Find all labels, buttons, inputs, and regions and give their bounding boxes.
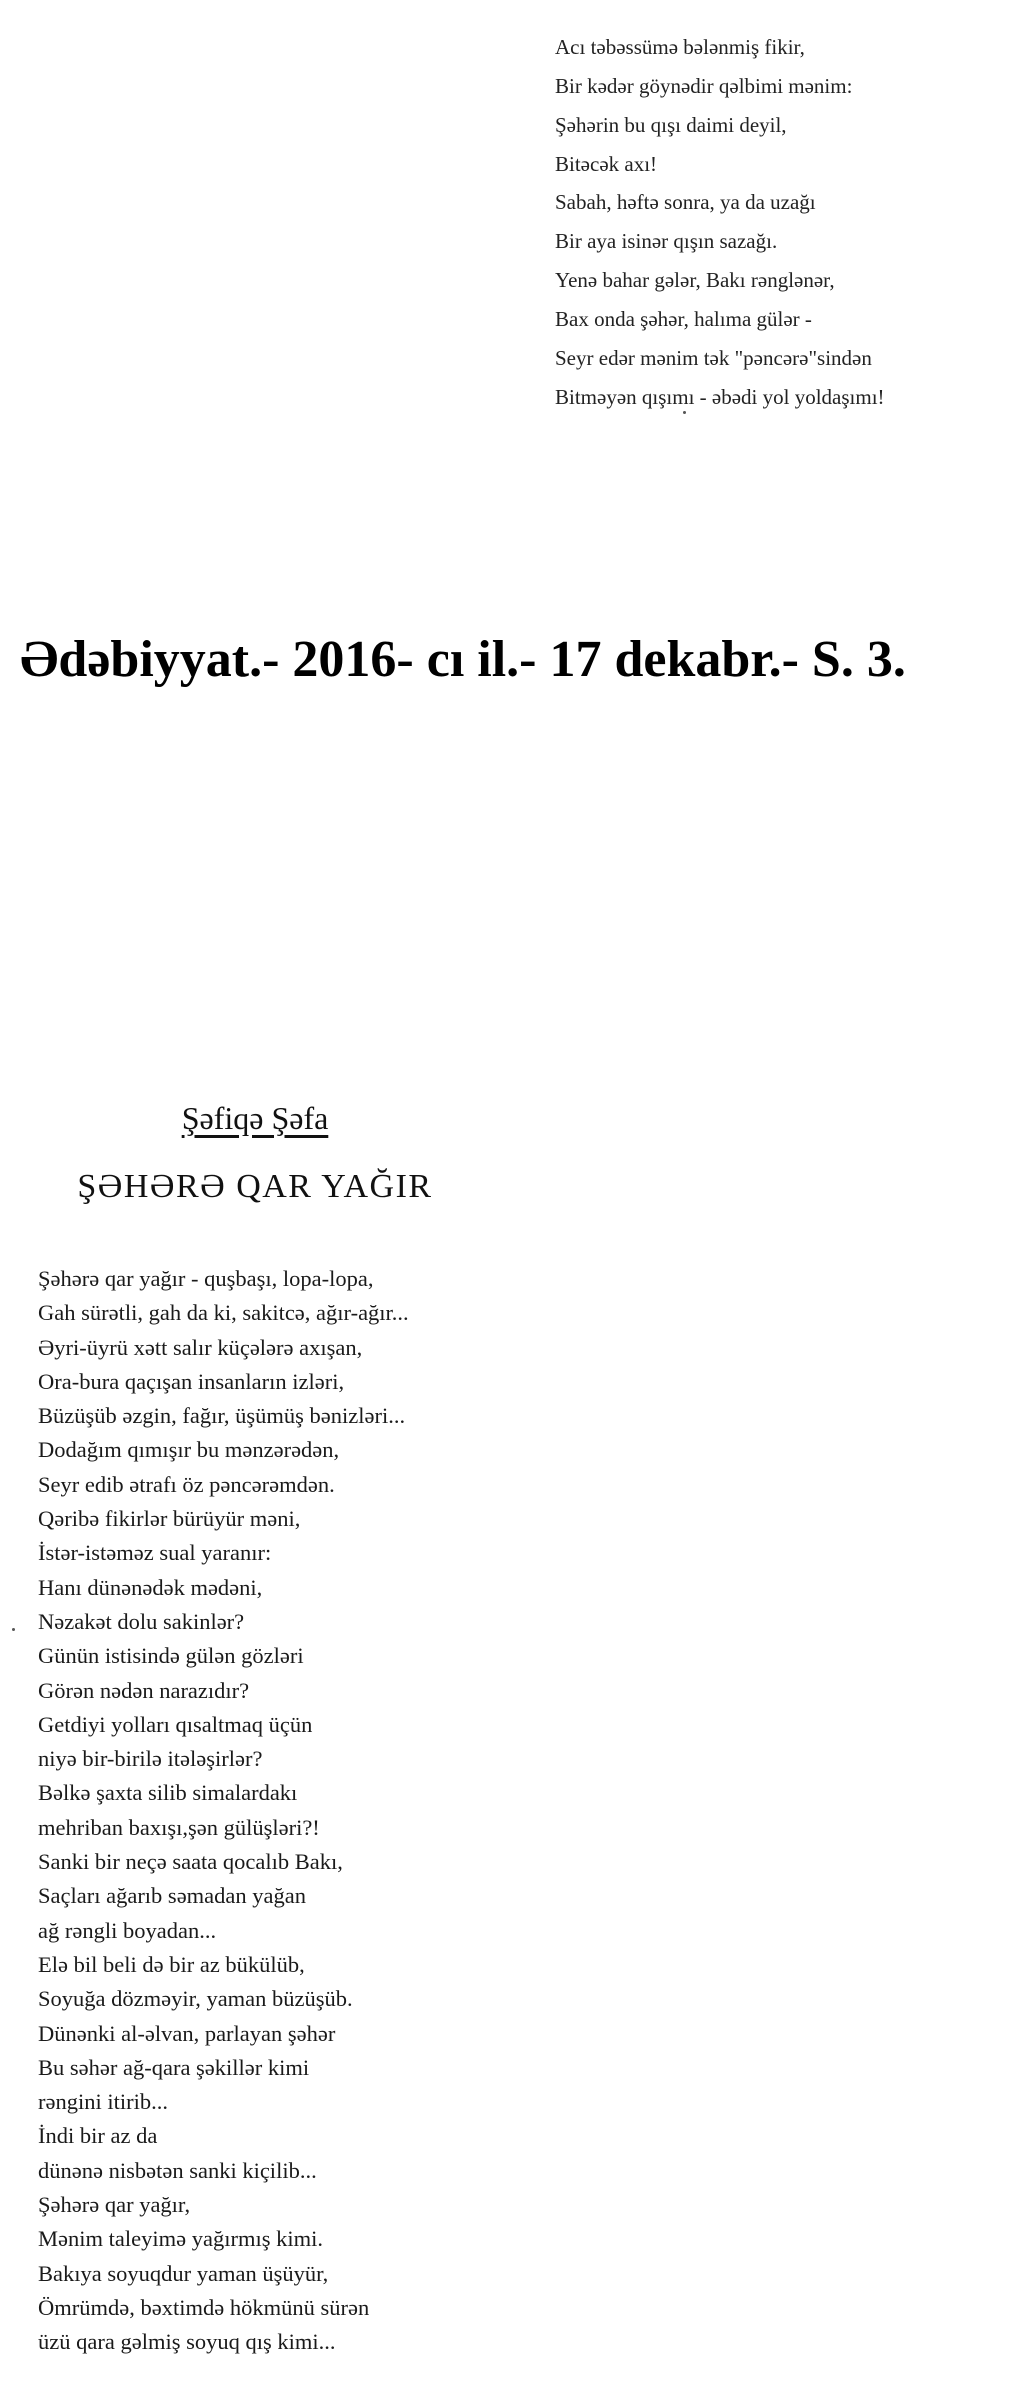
poem-line: Ora-bura qaçışan insanların izləri, (38, 1368, 345, 1394)
scan-speck (683, 411, 686, 414)
poem-line: Şəhərə qar yağır, (38, 2192, 191, 2218)
stanza-line: Yenə bahar gələr, Bakı rənglənər, (555, 268, 835, 293)
poem-line: Hanı dünənədək mədəni, (38, 1574, 263, 1600)
stanza-line: Bir aya isinər qışın sazağı. (555, 229, 778, 254)
stanza-line: Şəhərin bu qışı daimi deyil, (555, 112, 787, 137)
poem-line: İndi bir az da (38, 2123, 158, 2149)
poem-line: Görən nədən narazıdır? (38, 1677, 250, 1703)
poem-line: Qəribə fikirlər bürüyür məni, (38, 1506, 301, 1532)
author-name: Şəfiqə Şəfa (181, 1100, 329, 1136)
poem-line: Sanki bir neçə saata qocalıb Bakı, (38, 1849, 343, 1875)
poem-body (38, 1262, 558, 2360)
poem-line: dünənə nisbətən sanki kiçilib... (38, 2157, 317, 2183)
poem-line: ağ rəngli boyadan... (38, 1917, 217, 1943)
stanza-line: Bir kədər göynədir qəlbimi mənim: (555, 73, 853, 98)
poem-line: üzü qara gəlmiş soyuq qış kimi... (38, 2329, 336, 2355)
stanza-line: Bitəcək axı! (555, 151, 658, 176)
poem-line: rəngini itirib... (38, 2089, 168, 2115)
poem-line: Bakıya soyuqdur yaman üşüyür, (38, 2260, 329, 2286)
poem-line: Ömrümdə, bəxtimdə hökmünü sürən (38, 2294, 370, 2320)
stanza-line: Bax onda şəhər, halıma gülər - (555, 306, 812, 331)
poem-line: Nəzakət dolu sakinlər? (38, 1608, 245, 1634)
poem-line: Günün istisində gülən gözləri (38, 1643, 304, 1669)
poem-title: ŞƏHƏRƏ QAR YAĞIR (77, 1168, 433, 1205)
citation-header: Ədəbiyyat.- 2016- cı il.- 17 dekabr.- S. 3. (20, 631, 906, 688)
poem-line: Elə bil beli də bir az bükülüb, (38, 1951, 305, 1977)
poem-line: Getdiyi yolları qısaltmaq üçün (38, 1711, 313, 1737)
stanza-line: Acı təbəssümə bələnmiş fikir, (555, 35, 805, 59)
stanza-line: Seyr edər mənim tək "pəncərə"sindən (555, 345, 872, 370)
previous-stanza (555, 28, 1015, 416)
poem-line: Soyuğa dözməyir, yaman büzüşüb. (38, 1986, 353, 2012)
poem-line: İstər-istəməz sual yaranır: (38, 1540, 272, 1566)
poem-line: Əyri-üyrü xətt salır küçələrə axışan, (38, 1334, 363, 1360)
poem-line: Şəhərə qar yağır - quşbaşı, lopa-lopa, (38, 1266, 374, 1291)
stanza-line: Bitməyən qışımı - əbədi yol yoldaşımı! (555, 384, 885, 409)
poem-line: Seyr edib ətrafı öz pəncərəmdən. (38, 1471, 335, 1497)
poem-line: mehriban baxışı,şən gülüşləri?! (38, 1814, 320, 1840)
poem-line: Bəlkə şaxta silib simalardakı (38, 1780, 298, 1806)
poem-line: Saçları ağarıb səmadan yağan (38, 1883, 307, 1909)
stanza-line: Sabah, həftə sonra, ya da uzağı (555, 190, 816, 215)
poem-line: Gah sürətli, gah da ki, sakitcə, ağır-ağır... (38, 1300, 409, 1326)
poem-line: niyə bir-birilə itələşirlər? (38, 1746, 263, 1772)
poem-line: Mənim taleyimə yağırmış kimi. (38, 2226, 323, 2252)
poem-line: Dodağım qımışır bu mənzərədən, (38, 1437, 340, 1463)
poem-line: Büzüşüb əzgin, fağır, üşümüş bənizləri... (38, 1403, 406, 1429)
poem-line: Dünənki al-əlvan, parlayan şəhər (38, 2020, 336, 2046)
poem-line: Bu səhər ağ-qara şəkillər kimi (38, 2054, 310, 2080)
scan-speck (12, 1628, 15, 1631)
